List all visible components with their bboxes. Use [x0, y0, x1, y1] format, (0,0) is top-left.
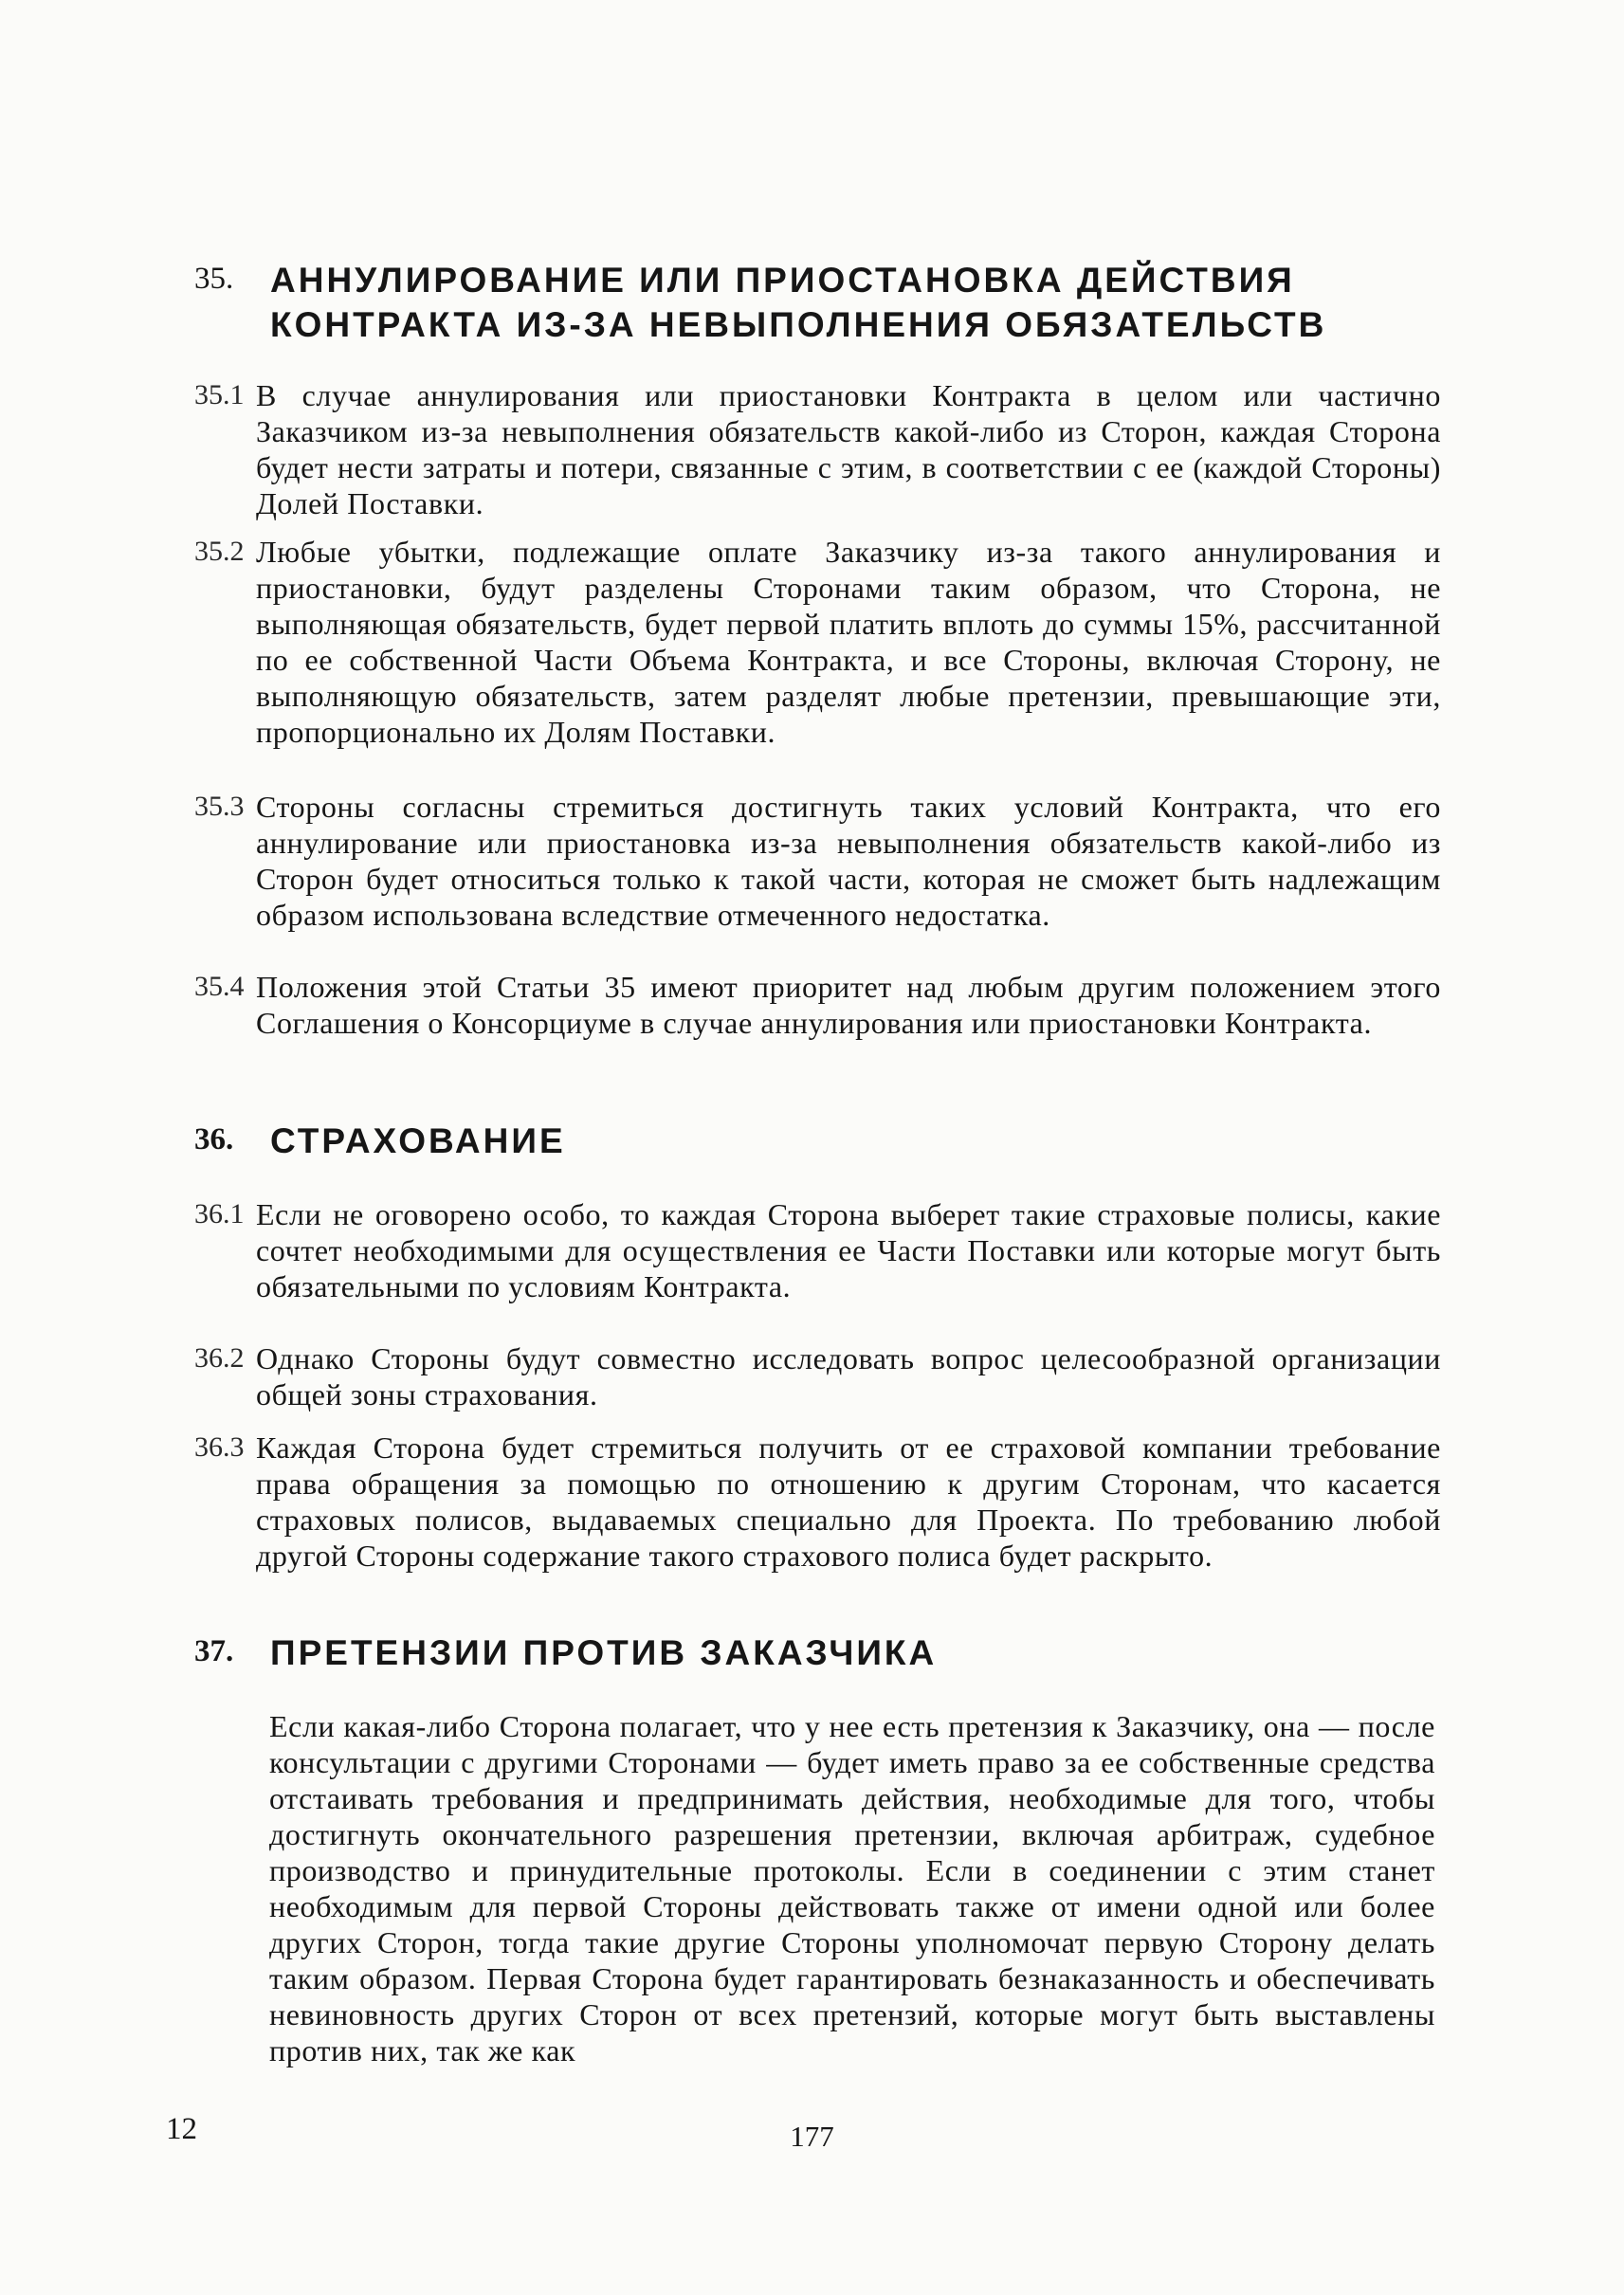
clause-text: Положения этой Статьи 35 имеют приоритет над любым другим положением этого Соглашения о Консорциуме в случае аннулирования или приостановки Контракта. — [256, 970, 1441, 1040]
clause-number: 35.3 — [194, 791, 245, 822]
section-title-line2: КОНТРАКТА ИЗ-ЗА НЕВЫПОЛНЕНИЯ ОБЯЗАТЕЛЬСТВ — [270, 305, 1327, 344]
clause-number: 35.1 — [194, 379, 245, 410]
clause-36-2 — [194, 1340, 1446, 1412]
page-number: 177 — [790, 2120, 834, 2153]
section-title-line1: АННУЛИРОВАНИЕ ИЛИ ПРИОСТАНОВКА ДЕЙСТВИЯ — [270, 261, 1295, 300]
section-title: ПРЕТЕНЗИИ ПРОТИВ ЗАКАЗЧИКА — [270, 1633, 938, 1672]
clause-number: 36.3 — [194, 1431, 245, 1463]
clause-text: Стороны согласны стремиться достигнуть таких условий Контракта, что его аннулирование или приостановка из-за невыполнения обязательств какой-либо из Сторон будет относиться только к такой части, которая не сможет быть надлежащим образом использована вследствие отмеченного недостатка. — [256, 790, 1441, 932]
section-37-heading — [194, 1630, 1446, 1675]
clause-36-3 — [194, 1430, 1446, 1574]
clause-text: Однако Стороны будут совместно исследовать вопрос целесообразной организации общей зоны страхования. — [256, 1341, 1441, 1412]
section-35-heading — [194, 258, 1446, 347]
clause-text: Каждая Сторона будет стремиться получить от ее страховой компании требование права обращения за помощью по отношению к другим Сторонам, что касается страховых полисов, выдаваемых специально для Проекта. По требованию любой другой Стороны содержание такого страхового полиса будет раскрыто. — [256, 1430, 1441, 1573]
section-36-heading — [194, 1119, 1446, 1163]
section-37-paragraph: Если какая-либо Сторона полагает, что у нее есть претензия к Заказчику, она — после консультации с другими Сторонами — будет иметь право за ее собственные средства отстаивать требования и предпринимать действия, необходимые для того, чтобы достигнуть окончательного разрешения претензии, включая арбитраж, судебное производство и принудительные протоколы. Если в соединении с этим станет необходимым для первой Стороны действовать также от имени одной или более других Сторон, тогда такие другие Стороны уполномочат первую Сторону делать таким образом. Первая Сторона будет гарантировать безнаказанность и обеспечивать невиновность других Сторон от всех претензий, которые могут быть выставлены против них, так же как — [269, 1709, 1435, 2067]
clause-35-3 — [194, 789, 1446, 933]
clause-36-1 — [194, 1196, 1446, 1304]
clause-35-4 — [194, 969, 1446, 1041]
section-number: 37. — [194, 1634, 234, 1668]
clause-text: Если не оговорено особо, то каждая Сторона выберет такие страховые полисы, какие сочтет необходимыми для осуществления ее Части Поставки или которые могут быть обязательными по условиям Контракта. — [256, 1197, 1441, 1303]
clause-text: В случае аннулирования или приостановки Контракта в целом или частично Заказчиком из-за невыполнения обязательств какой-либо из Сторон, каждая Сторона будет нести затраты и потери, связанные с этим, в соответствии с ее (каждой Стороны) Долей Поставки. — [256, 378, 1441, 520]
section-number: 36. — [194, 1122, 234, 1157]
clause-number: 36.2 — [194, 1342, 245, 1374]
clause-35-2 — [194, 534, 1446, 750]
clause-number: 36.1 — [194, 1198, 245, 1229]
clause-number: 35.4 — [194, 971, 245, 1002]
footer-left-number: 12 — [166, 2112, 197, 2146]
clause-number: 35.2 — [194, 536, 245, 567]
section-title: СТРАХОВАНИЕ — [270, 1121, 566, 1160]
clause-text: Любые убытки, подлежащие оплате Заказчику из-за такого аннулирования и приостановки, будут разделены Сторонами таким образом, что Сторона, не выполняющая обязательств, будет первой платить вплоть до суммы 15%, рассчитанной по ее собственной Части Объема Контракта, и все Стороны, включая Сторону, не выполняющую обязательств, затем разделят любые претензии, превышающие эти, пропорционально их Долям Поставки. — [256, 535, 1441, 749]
section-number: 35. — [194, 262, 234, 296]
clause-35-1 — [194, 377, 1446, 521]
